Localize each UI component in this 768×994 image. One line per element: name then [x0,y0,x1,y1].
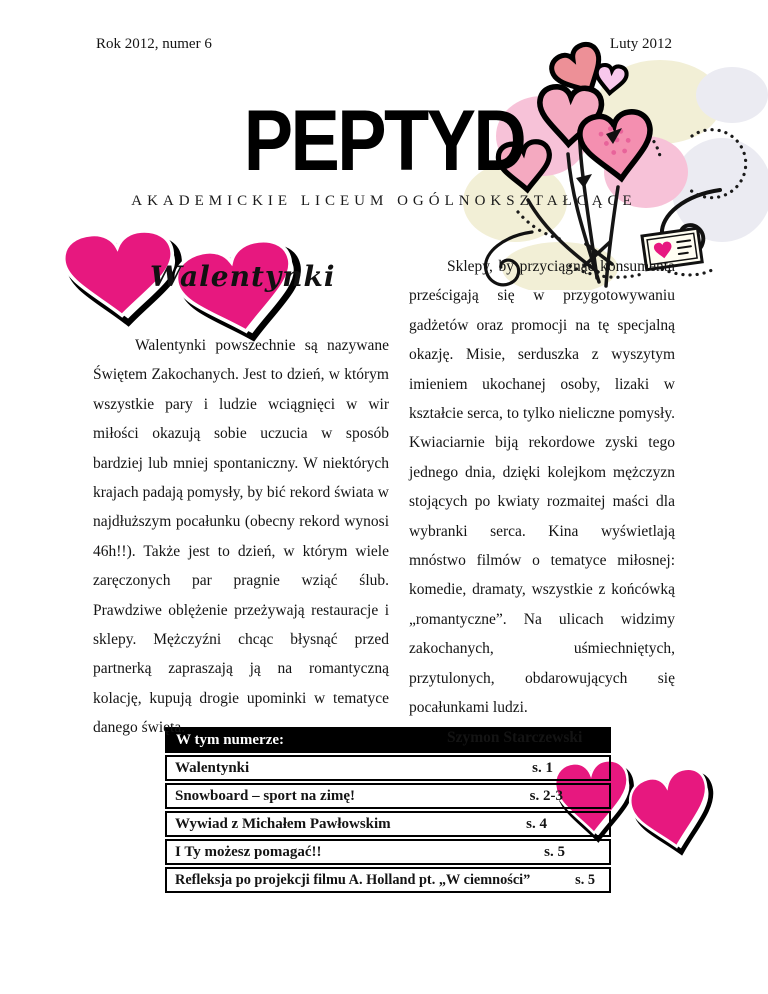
article-paragraph-left: Walentynki powszechnie są nazywane Świętem Zakochanych. Jest to dzień, w którym wszystkie pary i ludzie wciągnięci w wir miłości okazują sobie uczucia w sposób bardziej lub mniej spontaniczny. W niektórych krajach padają pomysły, by bić rekord świata w najdłuższym pocałunku (obecny rekord wynosi 46h!!). Także jest to dzień, w którym wiele zaręczonych par pragnie wziąć ślub. Prawdziwe oblężenie przeżywają restauracje i sklepy. Mężczyźni chcąc błysnąć przed partnerką zapraszają ją na romantyczną kolację, kupują drogie upominki w tematyce danego święta. [93,337,389,737]
toc-table [165,727,611,895]
issue-date: Luty 2012 [609,36,672,52]
toc-item-label: Walentynki [175,759,250,776]
article-column-left [93,331,389,743]
toc-header: W tym numerze: [165,727,611,753]
toc-row [165,839,611,865]
newsletter-title: PEPTYD [243,93,525,189]
toc-row [165,783,611,809]
issue-number: Rok 2012, numer 6 [96,36,212,52]
toc-item-page: s. 2-3 [529,787,563,804]
toc-item-label: Snowboard – sport na zimę! [175,787,356,804]
toc-item-page: s. 5 [575,871,595,888]
toc-item-page: s. 1 [532,759,553,776]
toc-item-label: Wywiad z Michałem Pawłowskim [175,815,391,832]
article-author: Szymon Starczewski [447,728,583,746]
toc-item-label: Refleksja po projekcji filmu A. Holland pt. „W ciemności” [175,871,531,888]
newsletter-subtitle: AKADEMICKIE LICEUM OGÓLNOKSZTAŁCĄCE [131,193,637,209]
article-column-right [409,252,675,752]
toc-row [165,867,611,893]
article-heading: Walentynki [150,260,336,293]
article-paragraph-right: Sklepy, by przyciągnąć konsumenta prześcigają się w przygotowywaniu gadżetów oraz promocji na tę specjalną okazję. Misie, serduszka z wyszytym imieniem ukochanej osoby, lizaki w kształcie serca, to tylko nieliczne pomysły. Kwiaciarnie biją rekordowe zyski tego jednego dnia, dzięki kolejkom mężczyzn stojących po kwiaty rozmaitej maści dla wybranki serca. Kina wyświetlają mnóstwo filmów o tematyce miłosnej: komedie, dramaty, wszystkie z końcówką „romantyczne”. Na ulicach widzimy zakochanych, uśmiechniętych, przytulonych, obdarowujących się pocałunkami ludzi. [409,258,675,717]
toc-item-page: s. 4 [526,815,547,832]
toc-row [165,811,611,837]
toc-item-label: I Ty możesz pomagać!! [175,843,322,860]
toc-row [165,755,611,781]
toc-item-page: s. 5 [544,843,565,860]
